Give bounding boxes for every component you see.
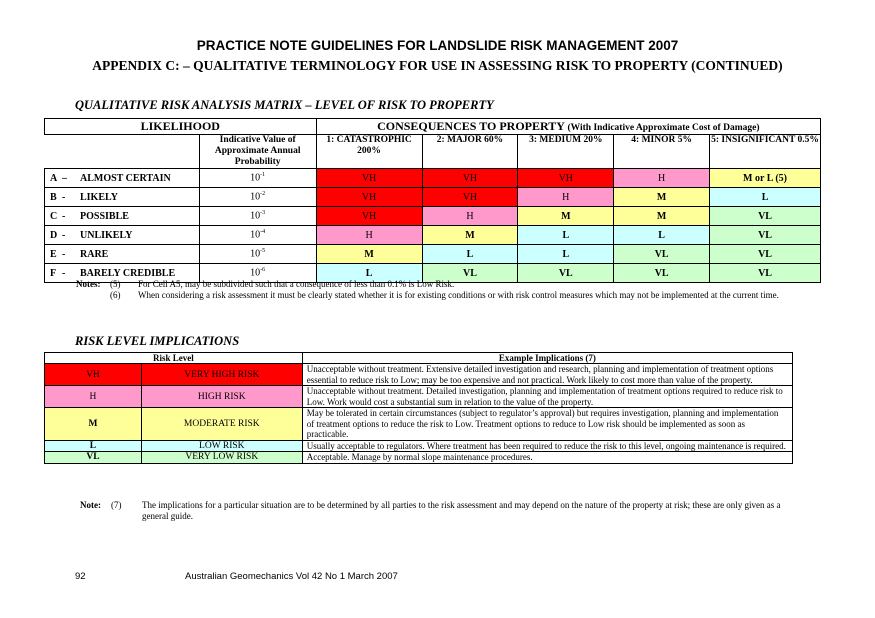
matrix-notes [76,279,796,301]
implication-row [45,452,793,464]
page-number: 92 [75,571,86,582]
likelihood-label [45,169,200,188]
risk-cell: VL [614,264,710,283]
risk-level-code: H [45,386,142,408]
risk-level-code: VL [45,452,142,464]
risk-cell: H [316,226,422,245]
likelihood-name: POSSIBLE [80,210,129,222]
likelihood-code: F [50,267,57,279]
note-number: (5) [110,279,121,289]
risk-level-name: MODERATE RISK [141,408,302,441]
likelihood-separator: - [62,267,66,279]
implication-row [45,386,793,408]
risk-level-header: Risk Level [45,353,303,364]
risk-cell: M [422,226,518,245]
risk-level-name: VERY HIGH RISK [141,364,302,386]
example-implications-header: Example Implications (7) [302,353,792,364]
risk-cell: VH [422,188,518,207]
note-number: (7) [111,500,122,510]
implication-text: Acceptable. Manage by normal slope maintenance procedures. [302,452,792,464]
risk-cell: H [422,207,518,226]
consequences-header: CONSEQUENCES TO PROPERTY (With Indicative Approximate Cost of Damage) [316,119,820,135]
risk-cell: VL [614,245,710,264]
consequence-col-1: 1: CATASTROPHIC 200% [316,135,422,169]
appendix-title: APPENDIX C: – QUALITATIVE TERMINOLOGY FOR USE IN ASSESSING RISK TO PROPERTY (CONTINUED) [92,58,783,73]
risk-cell: VH [422,169,518,188]
probability-base: 10 [250,267,261,279]
note-text: When considering a risk assessment it must be clearly stated whether it is for existing conditions or with risk control measures which may not be implemented at the current time. [138,290,779,300]
risk-cell: L [518,245,614,264]
likelihood-code: C [50,210,58,222]
matrix-row [45,169,821,188]
consequence-col-3: 3: MEDIUM 20% [518,135,614,169]
risk-cell: L [316,264,422,283]
likelihood-separator: - [62,229,66,241]
note-number: (6) [110,290,121,300]
likelihood-code: B [50,191,57,203]
risk-cell: VH [316,188,422,207]
risk-cell: VH [518,169,614,188]
note-label: Note: [80,500,101,510]
implication-text: Unacceptable without treatment. Detailed investigation, planning and implementation of treatment options required to reduce risk to Low. Work would cost a substantial sum in relation to the value of the property. [302,386,792,408]
risk-level-code: VH [45,364,142,386]
implication-row [45,408,793,441]
probability-exponent: -3 [260,210,266,217]
risk-cell: VL [710,264,821,283]
consequence-col-5: 5: INSIGNIFICANT 0.5% [710,135,821,169]
likelihood-label [45,226,200,245]
risk-cell: L [614,226,710,245]
matrix-row [45,207,821,226]
risk-cell: H [614,169,710,188]
likelihood-label [45,188,200,207]
probability-exponent: -6 [260,267,266,274]
risk-cell: L [422,245,518,264]
likelihood-name: BARELY CREDIBLE [80,267,176,279]
likelihood-label [45,207,200,226]
likelihood-name: LIKELY [80,191,118,203]
risk-level-name: LOW RISK [141,440,302,452]
likelihood-separator: – [62,172,67,184]
implication-row [45,440,793,452]
likelihood-name: RARE [80,248,109,260]
consequence-col-4: 4: MINOR 5% [614,135,710,169]
risk-cell: VL [422,264,518,283]
probability-value [199,169,316,188]
implication-row [45,364,793,386]
note-text: The implications for a particular situation are to be determined by all parties to the risk assessment and may depend on the nature of the property at risk; these are only given as a general guide. [142,500,781,521]
likelihood-name: ALMOST CERTAIN [80,172,171,184]
notes-label: Notes: [76,279,101,289]
risk-level-code: M [45,408,142,441]
matrix-section-title: QUALITATIVE RISK ANALYSIS MATRIX – LEVEL OF RISK TO PROPERTY [75,98,494,112]
document-title: PRACTICE NOTE GUIDELINES FOR LANDSLIDE RISK MANAGEMENT 2007 [196,38,679,53]
probability-exponent: -2 [260,191,266,198]
risk-cell: VL [710,226,821,245]
matrix-row [45,245,821,264]
probability-base: 10 [250,229,261,241]
risk-cell: M [316,245,422,264]
risk-matrix-table [44,118,821,283]
probability-value [199,245,316,264]
risk-cell: L [518,226,614,245]
likelihood-separator: - [62,248,66,260]
probability-base: 10 [250,172,261,184]
probability-value [199,226,316,245]
consequence-col-2: 2: MAJOR 60% [422,135,518,169]
probability-base: 10 [250,210,261,222]
likelihood-code: A [50,172,58,184]
likelihood-name: UNLIKELY [80,229,133,241]
risk-cell: VL [518,264,614,283]
probability-header: Indicative Value of Approximate Annual Probability [199,135,316,169]
probability-base: 10 [250,191,261,203]
risk-cell: M [614,188,710,207]
matrix-row [45,226,821,245]
implications-note [80,500,795,522]
implication-text: Unacceptable without treatment. Extensive detailed investigation and research, planning and implementation of treatment options essential to reduce risk to Low; may be too expensive and not practical. Work likely to cost more than value of the property. [302,364,792,386]
likelihood-code: E [50,248,57,260]
matrix-row [45,188,821,207]
journal-citation: Australian Geomechanics Vol 42 No 1 March 2007 [185,571,398,582]
likelihood-code: D [50,229,58,241]
risk-cell: M [518,207,614,226]
probability-exponent: -1 [260,172,266,179]
risk-cell: L [710,188,821,207]
probability-exponent: -4 [260,229,266,236]
probability-value [199,188,316,207]
risk-cell: VH [316,207,422,226]
risk-cell: M [614,207,710,226]
likelihood-header: LIKELIHOOD [45,119,317,135]
probability-value [199,207,316,226]
risk-cell: VL [710,245,821,264]
likelihood-separator: - [62,191,66,203]
probability-base: 10 [250,248,261,260]
risk-level-name: VERY LOW RISK [141,452,302,464]
probability-exponent: -5 [260,248,266,255]
risk-cell: H [518,188,614,207]
risk-level-name: HIGH RISK [141,386,302,408]
likelihood-separator: - [62,210,66,222]
implication-text: Usually acceptable to regulators. Where treatment has been required to reduce the risk to this level, ongoing maintenance is required. [302,440,792,452]
risk-cell: M or L (5) [710,169,821,188]
implications-section-title: RISK LEVEL IMPLICATIONS [75,334,240,348]
note-text: For Cell A5, may be subdivided such that a consequence of less than 0.1% is Low Risk. [138,279,455,289]
risk-cell: VL [710,207,821,226]
risk-cell: VH [316,169,422,188]
risk-level-code: L [45,440,142,452]
likelihood-label [45,245,200,264]
risk-implications-table [44,352,793,464]
implication-text: May be tolerated in certain circumstances (subject to regulator’s approval) but requires investigation, planning and implementation of treatment options to reduce the risk to Low. Treatment options to reduce to Low risk should be implemented as soon as practicable. [302,408,792,441]
